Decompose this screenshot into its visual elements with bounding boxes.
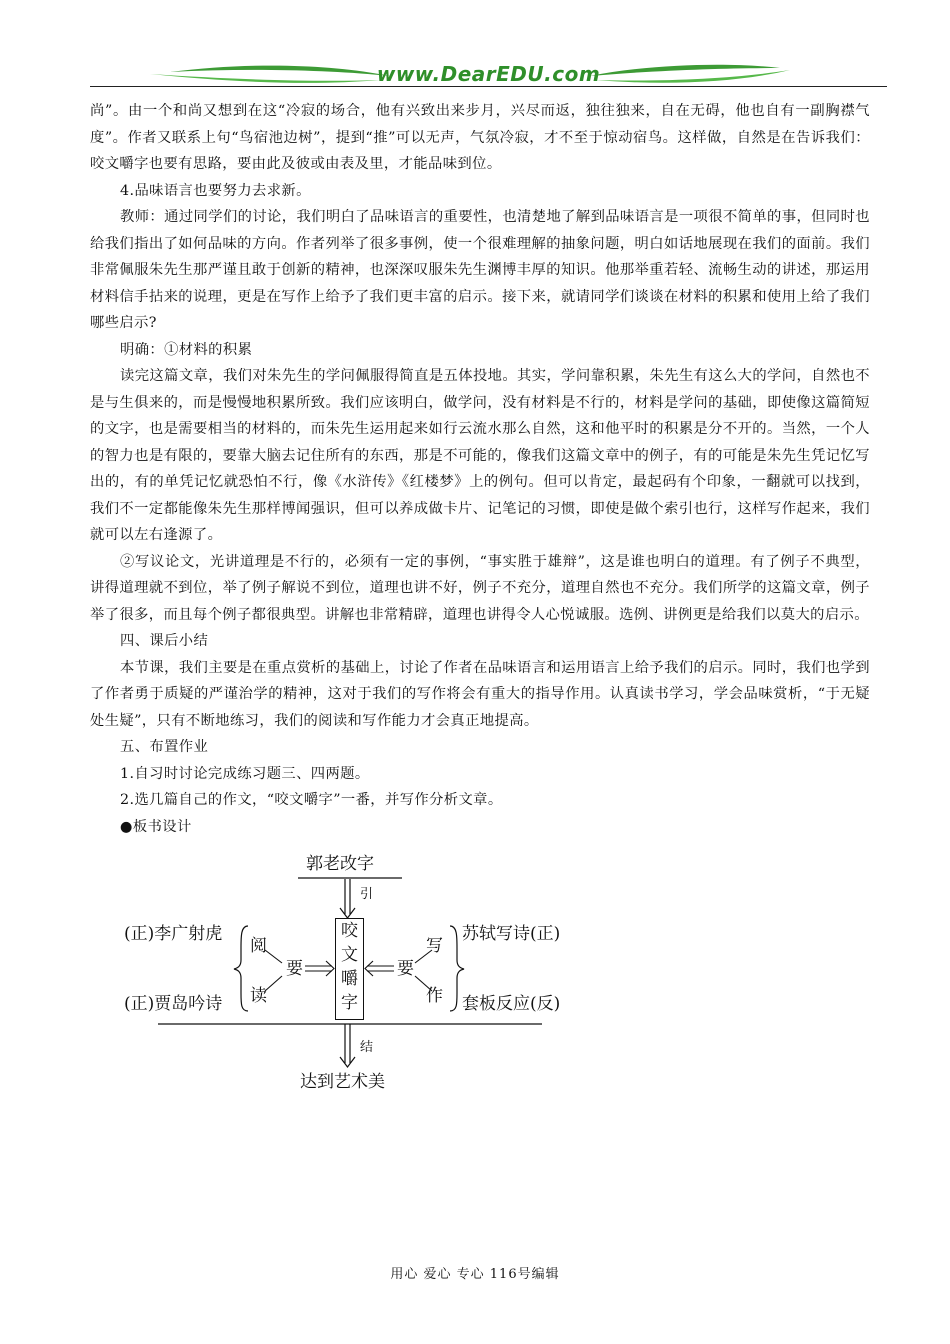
page-footer: 用心 爱心 专心 116号编辑 — [390, 1267, 560, 1282]
board-design-heading: ●板书设计 — [120, 818, 192, 835]
homework-item: 1.自习时讨论完成练习题三、四两题。 — [120, 765, 370, 782]
diagram-left-top: (正)李广射虎 — [124, 924, 223, 944]
paragraph: 尚”。由一个和尚又想到在这“冷寂的场合，他有兴致出来步月，兴尽而返，独往独来，自在无碍，他也自有一副胸襟气度”。作者又联系上句“鸟宿池边树”，提到“推”可以无声，气氛冷寂，才不至于惊动宿鸟。这样做，自然是在告诉我们：咬文嚼字也要有思路，要由此及彼或由表及里，才能品味到位。 — [90, 103, 870, 172]
paragraph: 教师：通过同学们的讨论，我们明白了品味语言的重要性，也清楚地了解到品味语言是一项很不简单的事，但同时也给我们指出了如何品味的方向。作者列举了很多事例，使一个很难理解的抽象问题，明白如话地展现在我们的面前。我们非常佩服朱先生那严谨且敢于创新的精神，也深深叹服朱先生渊博丰厚的知识。他那举重若轻、流畅生动的讲述，那运用材料信手拈来的说理，更是在写作上给予了我们更丰富的启示。接下来，就请同学们谈谈在材料的积累和使用上给了我们哪些启示? — [90, 209, 870, 331]
diagram-bottom-label: 达到艺术美 — [300, 1072, 385, 1092]
diagram-left-label-1: 阅 — [250, 936, 267, 956]
paragraph: 读完这篇文章，我们对朱先生的学问佩服得简直是五体投地。其实，学问靠积累，朱先生有这么大的学问，自然也不是与生俱来的，而是慢慢地积累所致。我们应该明白，做学问，没有材料是不行的，材料是学问的基础，即使像这篇简短的文字，也是需要相当的材料的，而朱先生运用起来如行云流水那么自然，这和他平时的积累是分不开的。当然，一个人的智力也是有限的，要靠大脑去记住所有的东西，那是不可能的，像我们这篇文章中的例子，有的可能是朱先生凭记忆写出的，有的单凭记忆就恐怕不行，像《水浒传》《红楼梦》上的例句。但可以肯定，最起码有个印象，一翻就可以找到，我们不一定都能像朱先生那样博闻强识，但可以养成做卡片、记笔记的习惯，即使是做个索引也行，这样写作起来，我们就可以左右逢源了。 — [90, 368, 870, 543]
diagram-left-yao: 要 — [286, 959, 303, 979]
section-heading: 五、布置作业 — [120, 739, 209, 755]
diagram-top-arrow-label: 引 — [360, 887, 374, 902]
paragraph: ②写议论文，光讲道理是不行的，必须有一定的事例，“事实胜于雄辩”，这是谁也明白的道理。有了例子不典型，讲得道理就不到位，举了例子解说不到位，道理也讲不好，例子不充分，道理自然也不充分。我们所学的这篇文章，例子举了很多，而且每个例子都很典型。讲解也非常精辟，道理也讲得令人心悦诚服。选例、讲例更是给我们以莫大的启示。 — [90, 553, 870, 623]
diagram-center-char: 咬 — [341, 921, 358, 941]
diagram-left-bottom: (正)贾岛吟诗 — [124, 994, 223, 1014]
paragraph: 明确：①材料的积累 — [120, 341, 253, 358]
diagram-bottom-arrow-label: 结 — [360, 1040, 374, 1055]
section-heading: 四、课后小结 — [120, 633, 209, 649]
diagram-center-char: 嚼 — [341, 969, 358, 989]
homework-item: 2.选几篇自己的作文，“咬文嚼字”一番，并写作分析文章。 — [120, 792, 503, 808]
diagram-left-label-2: 读 — [250, 986, 267, 1006]
diagram-center-box — [335, 918, 364, 1020]
board-diagram — [110, 848, 580, 1098]
diagram-right-bottom: 套板反应(反) — [462, 994, 561, 1014]
diagram-right-label-1: 写 — [426, 936, 443, 956]
diagram-center-char: 文 — [341, 945, 358, 965]
header-divider — [90, 86, 887, 87]
diagram-right-top: 苏轼写诗(正) — [462, 924, 561, 944]
diagram-right-yao: 要 — [397, 959, 414, 979]
diagram-center-char: 字 — [341, 993, 358, 1013]
diagram-right-label-2: 作 — [426, 986, 443, 1006]
article-body — [90, 98, 870, 840]
paragraph: 4.品味语言也要努力去求新。 — [120, 182, 311, 199]
site-logo-text[interactable]: www.DearEDU.com — [376, 62, 601, 86]
diagram-top-label: 郭老改字 — [306, 854, 374, 874]
paragraph: 本节课，我们主要是在重点赏析的基础上，讨论了作者在品味语言和运用语言上给予我们的启示。同时，我们也学到了作者勇于质疑的严谨治学的精神，这对于我们的写作将会有重大的指导作用。认真读书学习，学会品味赏析，“于无疑处生疑”，只有不断地练习，我们的阅读和写作能力才会真正地提高。 — [90, 659, 870, 729]
